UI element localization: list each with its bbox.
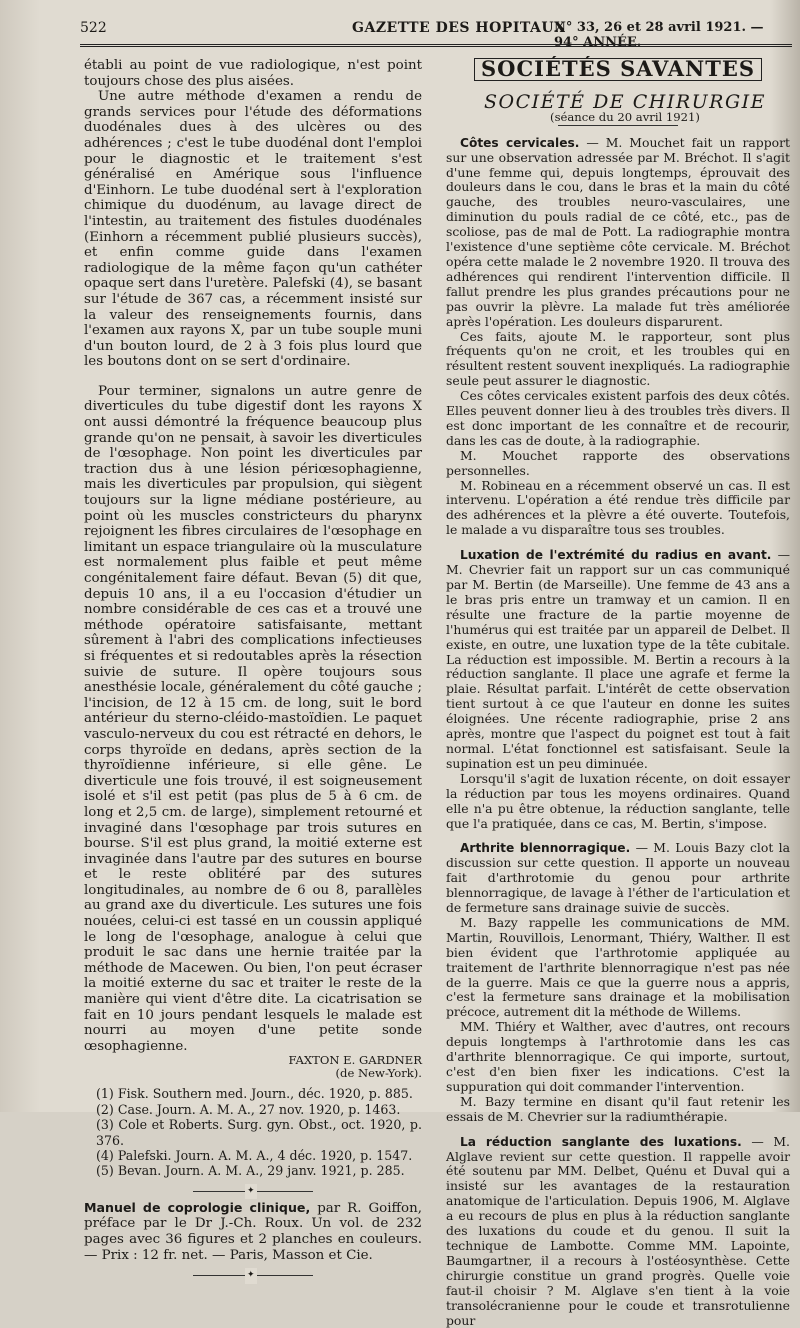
references-list: [84, 1086, 422, 1178]
article-title: Luxation de l'extrémité du radius en avant.: [460, 548, 772, 563]
reference-item: (2) Case. Journ. A. M. A., 27 nov. 1920, p. 1463.: [96, 1101, 401, 1117]
left-column: [84, 58, 422, 1284]
separator: [558, 125, 678, 126]
separator: [193, 1191, 313, 1192]
author-place: (de New-York).: [335, 1066, 422, 1081]
paragraph: MM. Thiéry et Walther, avec d'autres, ont recours depuis longtemps à l'arthrotomie dans les cas d'arthrite blennorragique. Ce qui importe, surtout, c'est d'en bien fixer les indications. C'est la suppuration qui doit commander l'intervention.: [446, 1019, 790, 1094]
session-date: (séance du 20 avril 1921): [550, 109, 700, 124]
paragraph: M. Mouchet rapporte des observations personnelles.: [446, 447, 790, 478]
article-paragraph: Côtes cervicales. — M. Mouchet fait un rapport sur une observation adressée par M. Bréchot. Il s'agit d'une femme qui, depuis longtemps, éprouvait des douleurs dans le cou, dans le bras et la main du côté gauche, des troubles neuro-vasculaires, une diminution du pouls radial de ce côté, etc., pas de scoliose, pas de mal de Pott. La radiographie montra l'existence d'une septième côte cervicale. M. Bréchot opéra cette malade le 2 novembre 1920. Il trouva des adhérences qui rendirent l'intervention difficile. Il fallut prendre les plus grandes précautions pour ne pas ouvrir la plèvre. La malade fut très améliorée après l'opération. Les douleurs disparurent.: [446, 134, 790, 329]
issue-info: N° 33, 26 et 28 avril 1921. — 94° ANNÉE.: [554, 20, 764, 50]
book-details: par R. Goiffon, préface par le Dr J.-Ch. Roux. Un vol. de 232 pages avec 36 figures et 2 planches en couleurs. — Prix : 12 fr. net. — Paris, Masson et Cie.: [84, 1200, 422, 1263]
article-paragraph: Arthrite blennorragique. — M. Louis Bazy clot la discussion sur cette question. Il apporte un nouveau fait d'arthrotomie du genou pour arthrite blennorragique, de lavage à l'éther de l'articulation et de fermeture sans drainage suivie de succès.: [446, 840, 790, 916]
paragraph: M. Bazy termine en disant qu'il faut retenir les essais de M. Chevrier sur la radiumthérapie.: [446, 1093, 790, 1124]
paragraph: M. Bazy rappelle les communications de MM. Martin, Rouvillois, Lenormant, Thiéry, Walther. Il est bien évident que l'arthrotomie appliquée au traitement de l'arthrite blennorragique n'est pas née de la guerre. Mais ce que la guerre nous a appris, c'est la fermeture sans drainage et la mobilisation précoce, autrement dit la méthode de Willems.: [446, 914, 790, 1020]
paragraph: Ces faits, ajoute M. le rapporteur, sont plus fréquents qu'on ne croit, et les troubles qui en résultent restent souvent inexpliqués. La radiographie seule peut assurer le diagnostic.: [446, 328, 790, 389]
paragraph: Lorsqu'il s'agit de luxation récente, on doit essayer la réduction par tous les moyens ordinaires. Quand elle n'a pu être obtenue, la réduction sanglante, telle que l'a pratiquée, dans ce cas, M. Bertin, s'impose.: [446, 770, 790, 831]
society-title: SOCIÉTÉ DE CHIRURGIE: [483, 90, 767, 113]
paragraph: Pour terminer, signalons un autre genre de diverticules du tube digestif dont les rayons X ont aussi démontré la fréquence beaucoup plus grande qu'on ne pensait, à savoir les diverticules de l'œsophage. Non point les diverticules par traction dus à une lésion périœsophagienne, mais les diverticules par propulsion, qui siègent toujours sur la ligne médiane postérieure, au point où les muscles constricteurs du pharynx rejoignent les fibres circulaires de l'œsophage en limitant un espace triangulaire où la musculature est normalement plus faible et peut même congénitalement faire défaut. Bevan (5) dit que, depuis 10 ans, il a eu l'occasion d'étudier un nombre considérable de ces cas et a trouvé une méthode opératoire satisfaisante, mettant sûrement à l'abri des complications infectieuses si fréquentes et si redoutables après la résection suivie de suture. Il opère toujours sous anesthésie locale, généralement du côté gauche ; l'incision, de 12 à 15 cm. de long, suit le bord antérieur du sterno-cléido-mastoïdien. Le paquet vasculo-nerveux du cou est rétracté en dehors, le corps thyroïde en dedans, après section de la thyroïdienne inférieure, si elle gêne. Le diverticule une fois trouvé, il est soigneusement isolé et s'il est petit (pas plus de 5 à 6 cm. de long et 2,5 cm. de large), simplement retourné et invaginé dans l'œsophage par trois sutures en bourse. S'il est plus grand, la moitié externe est invaginée dans l'autre par des sutures en bourse et le reste oblitéré par des sutures longitudinales, au nombre de 6 ou 8, parallèles au grand axe du diverticule. Les sutures une fois nouées, celui-ci est tassé en un coussin appliqué le long de l'œsophage, analogue à celui que produit le sac dans une hernie traitée par la méthode de Macewen. Ou bien, l'on peut écraser la moitié externe du sac et traiter le reste de la manière qui vient d'être dite. La cicatrisation se fait en 10 jours pendant lesquels le malade est nourri au moyen d'une petite sonde œsophagienne.: [84, 383, 422, 1054]
paragraph: établi au point de vue radiologique, n'est point toujours chose des plus aisées.: [84, 58, 422, 89]
page-number: 522: [80, 20, 107, 36]
paragraph: Ces côtes cervicales existent parfois des deux côtés. Elles peuvent donner lieu à des troubles très divers. Il est donc important de les connaître et de recourir, dans les cas de doute, à la radiographie.: [446, 388, 790, 448]
section-heading-box: SOCIÉTÉS SAVANTES: [474, 58, 762, 81]
article-title: Arthrite blennorragique.: [460, 841, 631, 856]
paragraph: Une autre méthode d'examen a rendu de grands services pour l'étude des déformations duodénales dues à des ulcères ou des adhérences ; c'est le tube duodénal dont l'emploi pour le diagnostic et le traitement s'est généralisé en Amérique sous l'influence d'Einhorn. Le tube duodénal sert à l'exploration chimique du duodénum, au lavage direct de l'intestin, au traitement des fistules duodénales (Einhorn a récemment publié plusieurs succès), et enfin comme guide dans l'examen radiologique de la même façon qu'un cathéter opaque sert dans l'uretère. Palefski (4), se basant sur l'étude de 367 cas, a récemment insisté sur la valeur des renseignements fournis, dans l'examen aux rayons X, par un tube souple muni d'un bouton lourd, de 2 à 3 fois plus lourd que les boutons dont on se sert d'ordinaire.: [84, 89, 422, 370]
article-paragraph: Luxation de l'extrémité du radius en avant. — M. Chevrier fait un rapport sur un cas communiqué par M. Bertin (de Marseille). Une femme de 43 ans a le bras pris entre un tramway et un camion. Il en résulte une fracture de la partie moyenne de l'humérus qui est traitée par un appareil de Delbet. Il existe, en outre, une luxation type de la tête cubitale. La réduction est impossible. M. Bertin a recours à la réduction sanglante. Il place une agrafe et ferme la plaie. Résultat parfait. L'intérêt de cette observation tient surtout à ce que l'auteur en donne les suites éloignées. Une récente radiographie, prise 2 ans après, montre que l'aspect du poignet est tout à fait normal. L'état fonctionnel est satisfaisant. Seule la supination est un peu diminuée.: [446, 547, 790, 771]
article-title: Côtes cervicales.: [460, 135, 580, 150]
author-signature: FAXTON E. GARDNER: [288, 1053, 422, 1068]
journal-title: GAZETTE DES HOPITAUX: [352, 20, 566, 36]
reference-item: (3) Cole et Roberts. Surg. gyn. Obst., oct. 1920, p. 376.: [96, 1117, 422, 1148]
page-header: [80, 20, 792, 50]
right-column: [446, 58, 790, 1328]
article-title: La réduction sanglante des luxations.: [460, 1134, 742, 1149]
separator: [193, 1275, 313, 1276]
header-rule: [80, 44, 792, 47]
reference-item: (4) Palefski. Journ. A. M. A., 4 déc. 1920, p. 1547.: [96, 1148, 413, 1164]
book-notice: [84, 1200, 422, 1263]
reference-item: (5) Bevan. Journ. A. M. A., 29 janv. 1921, p. 285.: [96, 1163, 405, 1179]
paragraph: M. Robineau en a récemment observé un cas. Il est intervenu. L'opération a été rendue très difficile par des adhérences et la plèvre a été ouverte. Toutefois, le malade a vu disparaître tous ses troubles.: [446, 477, 790, 538]
article-paragraph: La réduction sanglante des luxations. — M. Alglave revient sur cette question. Il rappelle avoir été soutenu par MM. Delbet, Quénu et Duval qui a insisté sur les avantages de la restauration anatomique de l'articulation. Depuis 1906, M. Alglave a eu recours de plus en plus à la réduction sanglante des luxations du coude et du genou. Il suit la technique de Lambotte. Comme MM. Lapointe, Baumgartner, il a recours à l'ostéosynthèse. Cette chirurgie constitue un grand progrès. Quelle voie faut-il choisir ? M. Alglave s'en tient à la voie transolécranienne pour le coude et transrotulienne pour: [446, 1133, 790, 1328]
book-title: Manuel de coprologie clinique,: [84, 1199, 311, 1215]
reference-item: (1) Fisk. Southern med. Journ., déc. 1920, p. 885.: [96, 1086, 413, 1102]
